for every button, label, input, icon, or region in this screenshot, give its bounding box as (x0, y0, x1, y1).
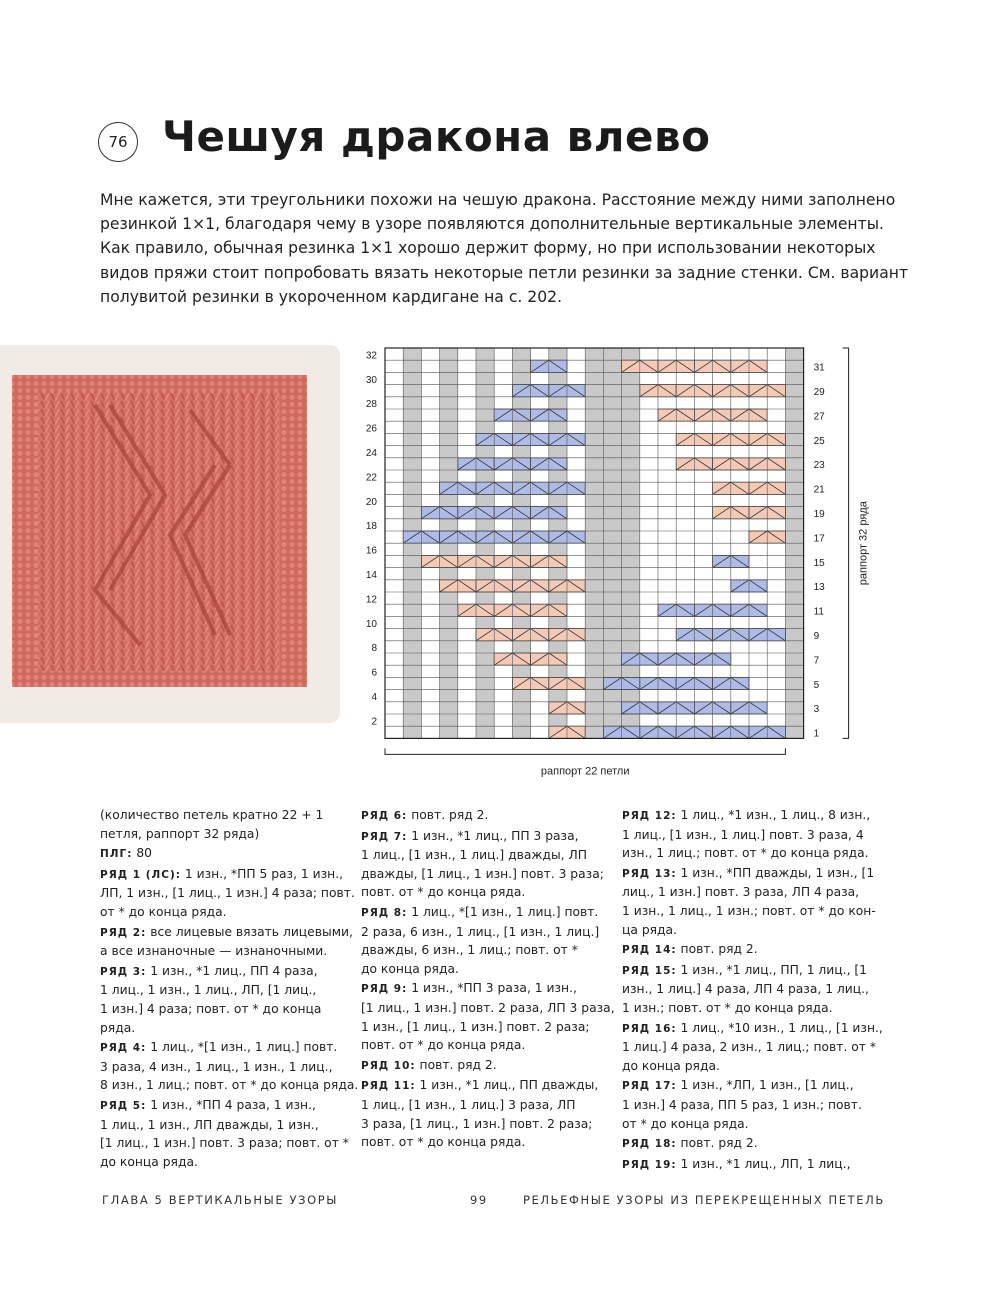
intro-line: полувитой резинки в укороченном кардигане на с. 202. (100, 287, 563, 306)
row-number-right: 21 (813, 484, 825, 496)
instruction-line (361, 999, 615, 1018)
instruction-paragraph (622, 1076, 872, 1133)
instruction-line (100, 1134, 349, 1153)
instruction-text: 2 раза, 6 изн., 1 лиц., [1 изн., 1 лиц.] (361, 924, 600, 939)
row-number-right: 29 (813, 386, 825, 398)
instruction-line (622, 999, 872, 1018)
instruction-text: 1 лиц.] 4 раза, 2 изн., 1 лиц.; повт. от * (622, 1040, 877, 1055)
instruction-line (361, 903, 606, 923)
instruction-line (361, 979, 606, 999)
instruction-line (100, 1096, 345, 1116)
row-number-left: 30 (365, 374, 377, 386)
row-number-right: 3 (813, 704, 820, 716)
row-number-left: 10 (365, 618, 377, 630)
instructions-column-2 (361, 806, 615, 1153)
instruction-line (100, 1116, 345, 1135)
row-label: РЯД 7: (361, 830, 408, 843)
instruction-line (622, 921, 872, 940)
instruction-text: 1 лиц., *[1 изн., 1 лиц.] повт. (150, 1040, 338, 1055)
instruction-text: до конца ряда. (622, 1058, 720, 1073)
instruction-line (100, 903, 345, 922)
instruction-line (361, 827, 606, 847)
row-number-right: 11 (813, 606, 824, 618)
instruction-text: 1 лиц., [1 изн., 1 лиц.] повт. 3 раза, 4 (622, 827, 864, 842)
row-number-left: 4 (371, 691, 377, 703)
instruction-text: 1 изн., *ПП 5 раз, 1 изн., (184, 866, 344, 881)
row-label: РЯД 11: (361, 1080, 416, 1093)
instruction-paragraph (361, 806, 606, 826)
row-number-right: 5 (813, 679, 820, 691)
footer-section: РЕЛЬЕФНЫЕ УЗОРЫ ИЗ ПЕРЕКРЕЩЕННЫХ ПЕТЕЛЬ (523, 1193, 885, 1207)
pattern-number-badge (98, 122, 138, 162)
instruction-line (361, 960, 606, 979)
instruction-paragraph (622, 1019, 883, 1076)
row-label: РЯД 2: (100, 926, 147, 939)
instruction-text: 1 изн., *1 лиц., ПП дважды, (419, 1078, 599, 1093)
stitch-repeat-bracket (385, 748, 785, 754)
instruction-text: 1 изн., *1 лиц., ПП, 1 лиц., [1 (680, 962, 868, 977)
instruction-line (361, 806, 606, 826)
instruction-line (361, 846, 606, 865)
pattern-number: 76 (108, 133, 128, 151)
row-label: РЯД 10: (361, 1059, 416, 1072)
instruction-line (361, 1096, 606, 1115)
instruction-text: ряда. (100, 1020, 136, 1035)
knitted-swatch-photo (0, 345, 340, 723)
instruction-paragraph (100, 865, 355, 922)
instruction-text: 1 изн., [1 лиц., 1 изн.] повт. 2 раза; (361, 1019, 590, 1034)
instruction-line (361, 941, 606, 960)
instruction-text: дважды, [1 лиц., 1 изн.] повт. 3 раза; (361, 866, 604, 881)
row-repeat-label: раппорт 32 ряда (857, 501, 870, 586)
instruction-text: 1 изн.; повт. от * до конца ряда. (622, 1000, 833, 1015)
instruction-text: 1 лиц., *1 изн., 1 лиц., 8 изн., (680, 808, 871, 822)
instruction-line (100, 1058, 345, 1077)
instruction-line (361, 1076, 606, 1096)
instruction-text: 1 изн., *1 лиц., ПП 3 раза, (411, 828, 579, 843)
instruction-line (622, 961, 872, 981)
instruction-text: 1 изн.] 4 раза, ПП 5 раз, 1 изн.; повт. (622, 1097, 862, 1112)
instruction-line (361, 1056, 606, 1076)
instruction-line (622, 1096, 872, 1115)
row-number-left: 2 (371, 716, 377, 728)
instruction-paragraph (622, 864, 876, 939)
row-number-right: 17 (813, 533, 825, 545)
instruction-line (100, 981, 345, 1000)
row-label: РЯД 1 (ЛС): (100, 868, 181, 881)
instruction-text: 1 изн.] 4 раза; повт. от * до конца (100, 1001, 322, 1016)
row-number-left: 8 (371, 643, 377, 655)
intro-text (100, 188, 909, 309)
instruction-line (361, 1133, 606, 1152)
row-number-right: 27 (813, 411, 825, 423)
instruction-paragraph (361, 903, 606, 978)
instruction-text: все лицевые вязать лицевыми, (150, 924, 353, 939)
row-label: РЯД 13: (622, 867, 677, 880)
instruction-line (622, 1134, 872, 1154)
instruction-line (361, 883, 606, 902)
instruction-paragraph (622, 940, 872, 960)
row-label: ПЛГ: (100, 848, 133, 861)
row-label: РЯД 4: (100, 1042, 147, 1055)
knitted-swatch-image (0, 345, 340, 723)
instruction-paragraph (100, 923, 353, 961)
instruction-paragraph (100, 1038, 359, 1095)
instruction-line (100, 825, 345, 844)
row-label: РЯД 3: (100, 965, 147, 978)
row-label: РЯД 17: (622, 1080, 677, 1093)
row-number-right: 31 (813, 362, 825, 374)
row-label: РЯД 5: (100, 1099, 147, 1112)
instruction-text: изн., 1 лиц.] 4 раза, ЛП 4 раза, 1 лиц., (622, 982, 869, 997)
row-number-right: 13 (813, 582, 825, 594)
instruction-paragraph (100, 1096, 349, 1171)
row-number-left: 14 (365, 569, 377, 581)
instruction-line (622, 1019, 883, 1039)
intro-line: видов пряжи стоит попробовать вязать некоторые петли резинки за задние стенки. См. вариант (100, 263, 909, 282)
instruction-text: повт. от * до конца ряда. (361, 885, 526, 900)
instruction-line (622, 1155, 872, 1175)
instruction-line (100, 1038, 345, 1058)
instruction-text: от * до конца ряда. (100, 904, 227, 919)
instruction-line (100, 1076, 359, 1095)
instruction-text: 1 лиц., [1 изн., 1 лиц.] 3 раза, ЛП (361, 1097, 576, 1112)
instruction-text: повт. от * до конца ряда. (361, 1038, 526, 1053)
instruction-text: 8 изн., 1 лиц.; повт. от * до конца ряда. (100, 1078, 359, 1093)
instruction-text: 1 лиц., *10 изн., 1 лиц., [1 изн., (680, 1020, 883, 1035)
instruction-line (361, 1115, 606, 1134)
instruction-text: ЛП, 1 изн., [1 лиц., 1 изн.] 4 раза; повт. (100, 886, 355, 901)
instruction-paragraph (622, 1155, 872, 1175)
instruction-line (361, 923, 606, 942)
instruction-text: до конца ряда. (361, 961, 459, 976)
instruction-text: дважды, 6 изн., 1 лиц.; повт. от * (361, 943, 578, 958)
row-repeat-bracket (843, 348, 849, 738)
row-label: РЯД 14: (622, 944, 677, 957)
instruction-line (100, 865, 345, 885)
row-number-right: 23 (813, 460, 825, 472)
row-number-left: 18 (365, 521, 377, 533)
footer-chapter: ГЛАВА 5 ВЕРТИКАЛЬНЫЕ УЗОРЫ (102, 1193, 339, 1207)
instruction-paragraph (361, 827, 606, 902)
row-number-right: 1 (813, 728, 820, 740)
instruction-text: повт. от * до конца ряда. (361, 1135, 526, 1150)
row-number-left: 22 (365, 472, 377, 484)
row-number-right: 19 (813, 508, 825, 520)
footer-page-number: 99 (470, 1193, 488, 1207)
instruction-line (622, 902, 876, 921)
row-number-right: 9 (813, 630, 820, 642)
instruction-line (100, 1000, 345, 1019)
row-label: РЯД 6: (361, 810, 408, 822)
page-title: Чешуя дракона влево (162, 112, 711, 161)
instruction-line (622, 844, 872, 863)
knitting-chart (355, 340, 875, 780)
instruction-text: повт. ряд 2. (680, 942, 758, 957)
row-label: РЯД 8: (361, 906, 408, 919)
instruction-paragraph (361, 979, 615, 1054)
instruction-line (361, 865, 606, 884)
instruction-line (361, 1036, 606, 1055)
row-number-left: 32 (365, 350, 377, 362)
row-number-left: 20 (365, 496, 377, 508)
instruction-line (622, 980, 872, 999)
instruction-line (622, 1038, 877, 1057)
instruction-text: [1 лиц., 1 изн.] повт. 2 раза, ЛП 3 раза, (361, 1000, 615, 1015)
instruction-line (100, 844, 345, 864)
instruction-line (622, 940, 872, 960)
instruction-text: повт. ряд 2. (680, 1136, 758, 1151)
instruction-text: 1 изн., *ЛП, 1 изн., [1 лиц., (680, 1078, 854, 1093)
instruction-paragraph (361, 1076, 606, 1151)
row-number-right: 25 (813, 435, 825, 447)
instruction-text: а все изнаночные — изнаночными. (100, 944, 328, 959)
instruction-text: изн., 1 лиц.; повт. от * до конца ряда. (622, 846, 869, 861)
instructions-column-1 (100, 806, 359, 1172)
row-number-right: 7 (813, 655, 820, 667)
instruction-text: петля, раппорт 32 ряда) (100, 826, 260, 841)
row-number-left: 24 (365, 447, 377, 459)
instruction-paragraph (622, 961, 872, 1018)
row-label: РЯД 15: (622, 964, 677, 977)
instruction-text: повт. ряд 2. (419, 1057, 497, 1072)
instruction-text: 1 изн., *ПП дважды, 1 изн., [1 (680, 865, 875, 880)
instruction-text: ца ряда. (622, 922, 677, 937)
instruction-line (100, 1019, 345, 1038)
instructions-column-3 (622, 806, 883, 1175)
row-number-left: 16 (365, 545, 377, 557)
instruction-text: от * до конца ряда. (622, 1116, 749, 1131)
instruction-text: 3 раза, 4 изн., 1 лиц., 1 изн., 1 лиц., (100, 1059, 333, 1074)
instruction-line (622, 1115, 872, 1134)
instruction-paragraph (100, 962, 345, 1037)
instruction-text: повт. ряд 2. (411, 808, 489, 822)
instruction-line (622, 883, 872, 902)
row-label: РЯД 18: (622, 1138, 677, 1151)
instruction-text: 3 раза, [1 лиц., 1 изн.] повт. 2 раза; (361, 1116, 593, 1131)
row-number-left: 28 (365, 399, 377, 411)
instruction-line (622, 826, 872, 845)
instruction-line (100, 1153, 345, 1172)
instruction-text: 1 изн., *ПП 4 раза, 1 изн., (150, 1097, 316, 1112)
instruction-text: 80 (136, 846, 152, 861)
row-label: РЯД 19: (622, 1158, 677, 1171)
row-label: РЯД 16: (622, 1022, 677, 1035)
instruction-text: 1 лиц., 1 изн., 1 лиц., ЛП, [1 лиц., (100, 983, 317, 998)
instruction-paragraph (361, 1056, 606, 1076)
instruction-text: 1 лиц., [1 изн., 1 лиц.] дважды, ЛП (361, 848, 587, 863)
row-number-left: 26 (365, 423, 377, 435)
instruction-line (100, 942, 345, 961)
intro-line: резинкой 1×1, благодаря чему в узоре появляются дополнительные вертикальные элементы. (100, 215, 884, 234)
instruction-line (622, 1076, 872, 1096)
row-number-left: 6 (371, 667, 377, 679)
instruction-text: [1 лиц., 1 изн.] повт. 3 раза; повт. от * (100, 1136, 349, 1151)
instruction-line (100, 962, 345, 982)
instruction-line (100, 884, 355, 903)
instruction-paragraph (622, 1134, 872, 1154)
stitch-repeat-label: раппорт 22 петли (540, 765, 630, 778)
instruction-text: 1 изн., *1 лиц., ПП 4 раза, (150, 963, 318, 978)
instruction-text: (количество петель кратно 22 + 1 (100, 808, 324, 822)
row-number-right: 15 (813, 557, 825, 569)
instruction-line (100, 806, 345, 825)
row-number-left: 12 (365, 594, 377, 606)
row-label: РЯД 9: (361, 983, 408, 996)
instruction-line (361, 1018, 606, 1037)
row-label: РЯД 12: (622, 810, 677, 822)
instruction-line (622, 864, 875, 884)
instruction-line (622, 1057, 872, 1076)
instruction-text: до конца ряда. (100, 1154, 198, 1169)
instruction-text: 1 изн., *1 лиц., ЛП, 1 лиц., (680, 1156, 851, 1171)
instruction-text: лиц., 1 изн.] повт. 3 раза, ЛП 4 раза, (622, 885, 860, 900)
instruction-paragraph (100, 806, 345, 843)
instruction-line (622, 806, 872, 826)
instruction-line (100, 923, 353, 943)
intro-line: Мне кажется, эти треугольники похожи на чешую дракона. Расстояние между ними заполнено (100, 191, 896, 209)
instruction-text: 1 изн., *ПП 3 раза, 1 изн., (411, 981, 577, 996)
intro-line: Как правило, обычная резинка 1×1 хорошо держит форму, но при использовании некоторых (100, 239, 876, 258)
instruction-paragraph (622, 806, 872, 863)
instruction-text: 1 лиц., *[1 изн., 1 лиц.] повт. (411, 904, 599, 919)
instruction-text: 1 лиц., 1 изн., ЛП дважды, 1 изн., (100, 1117, 319, 1132)
instruction-text: 1 изн., 1 лиц., 1 изн.; повт. от * до кон- (622, 903, 876, 918)
instruction-paragraph (100, 844, 345, 864)
